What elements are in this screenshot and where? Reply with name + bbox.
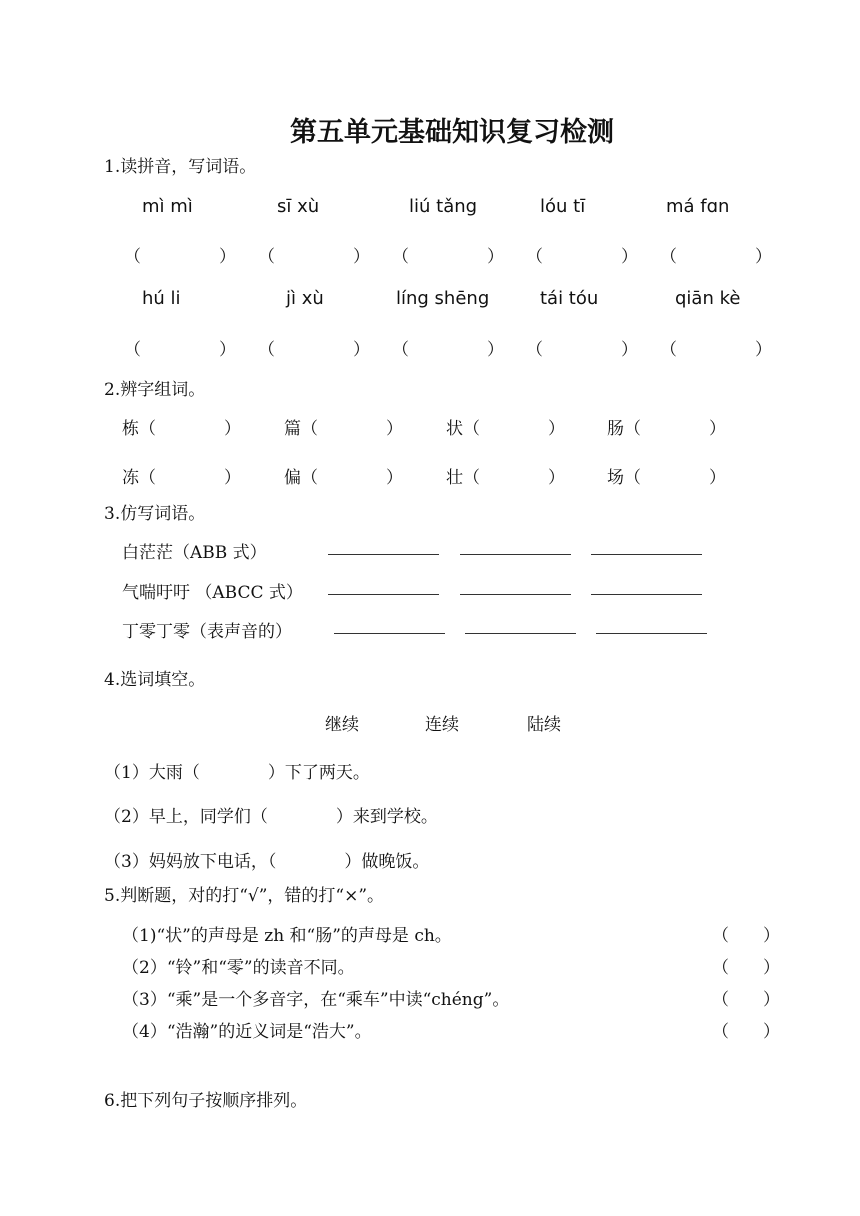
- pinyin-1-5: má fɑn: [666, 196, 730, 217]
- answer-box[interactable]: （ ）: [392, 340, 504, 360]
- pinyin-2-4: tái tóu: [540, 288, 599, 309]
- answer-box[interactable]: （ ）: [124, 247, 236, 267]
- pinyin-1-2: sī xù: [277, 196, 320, 217]
- blank-line[interactable]: [591, 580, 702, 599]
- judgement-answer-box[interactable]: （ ）: [712, 990, 780, 1010]
- word-group-item[interactable]: 偏（ ）: [284, 468, 403, 488]
- pinyin-1-3: liú tǎng: [409, 196, 478, 217]
- word-group-item[interactable]: 壮（ ）: [446, 468, 565, 488]
- word-group-item[interactable]: 状（ ）: [446, 419, 565, 439]
- judgement-item: （2）“铃”和“零”的读音不同。: [122, 958, 355, 978]
- answer-box[interactable]: （ ）: [526, 340, 638, 360]
- answer-box[interactable]: （ ）: [526, 247, 638, 267]
- answer-box[interactable]: （ ）: [392, 247, 504, 267]
- answer-box[interactable]: （ ）: [258, 340, 370, 360]
- pinyin-1-1: mì mì: [142, 196, 193, 217]
- blank-line[interactable]: [596, 619, 707, 638]
- answer-box[interactable]: （ ）: [660, 247, 772, 267]
- word-choice: 继续: [325, 715, 359, 735]
- imitation-prompt: 白茫茫（ABB 式）: [122, 543, 267, 563]
- pinyin-2-1: hú li: [142, 288, 181, 309]
- word-group-item[interactable]: 肠（ ）: [607, 419, 726, 439]
- imitation-prompt: 气喘吁吁 （ABCC 式）: [122, 583, 303, 603]
- q2-heading: 2.辨字组词。: [104, 380, 206, 400]
- judgement-answer-box[interactable]: （ ）: [712, 1022, 780, 1042]
- word-group-item[interactable]: 冻（ ）: [122, 468, 241, 488]
- fill-sentence[interactable]: （2）早上，同学们（ ）来到学校。: [104, 807, 438, 827]
- answer-box[interactable]: （ ）: [258, 247, 370, 267]
- judgement-item: （3）“乘”是一个多音字，在“乘车”中读“chéng”。: [122, 990, 510, 1010]
- blank-line[interactable]: [460, 540, 571, 559]
- q4-heading: 4.选词填空。: [104, 670, 206, 690]
- judgement-item: （4）“浩瀚”的近义词是“浩大”。: [122, 1022, 372, 1042]
- pinyin-2-5: qiān kè: [675, 288, 741, 309]
- answer-box[interactable]: （ ）: [660, 340, 772, 360]
- judgement-item: （1)“状”的声母是 zh 和“肠”的声母是 ch。: [122, 926, 452, 946]
- fill-sentence[interactable]: （3）妈妈放下电话，（ ）做晚饭。: [104, 852, 430, 872]
- fill-sentence[interactable]: （1）大雨（ ）下了两天。: [104, 763, 370, 783]
- blank-line[interactable]: [465, 619, 576, 638]
- word-choice: 陆续: [527, 715, 561, 735]
- blank-line[interactable]: [460, 580, 571, 599]
- blank-line[interactable]: [591, 540, 702, 559]
- pinyin-2-2: jì xù: [286, 288, 324, 309]
- word-group-item[interactable]: 场（ ）: [607, 468, 726, 488]
- judgement-answer-box[interactable]: （ ）: [712, 958, 780, 978]
- q5-heading: 5.判断题，对的打“√”，错的打“×”。: [104, 886, 385, 906]
- q1-heading: 1.读拼音，写词语。: [104, 157, 257, 177]
- blank-line[interactable]: [334, 619, 445, 638]
- blank-line[interactable]: [328, 540, 439, 559]
- word-group-item[interactable]: 栋（ ）: [122, 419, 241, 439]
- word-choice: 连续: [425, 715, 459, 735]
- word-group-item[interactable]: 篇（ ）: [284, 419, 403, 439]
- judgement-answer-box[interactable]: （ ）: [712, 926, 780, 946]
- blank-line[interactable]: [328, 580, 439, 599]
- imitation-prompt: 丁零丁零（表声音的）: [122, 622, 292, 642]
- page-title: 第五单元基础知识复习检测: [290, 117, 614, 148]
- q3-heading: 3.仿写词语。: [104, 504, 206, 524]
- q6-heading: 6.把下列句子按顺序排列。: [104, 1091, 308, 1111]
- answer-box[interactable]: （ ）: [124, 340, 236, 360]
- pinyin-2-3: líng shēng: [396, 288, 490, 309]
- pinyin-1-4: lóu tī: [540, 196, 586, 217]
